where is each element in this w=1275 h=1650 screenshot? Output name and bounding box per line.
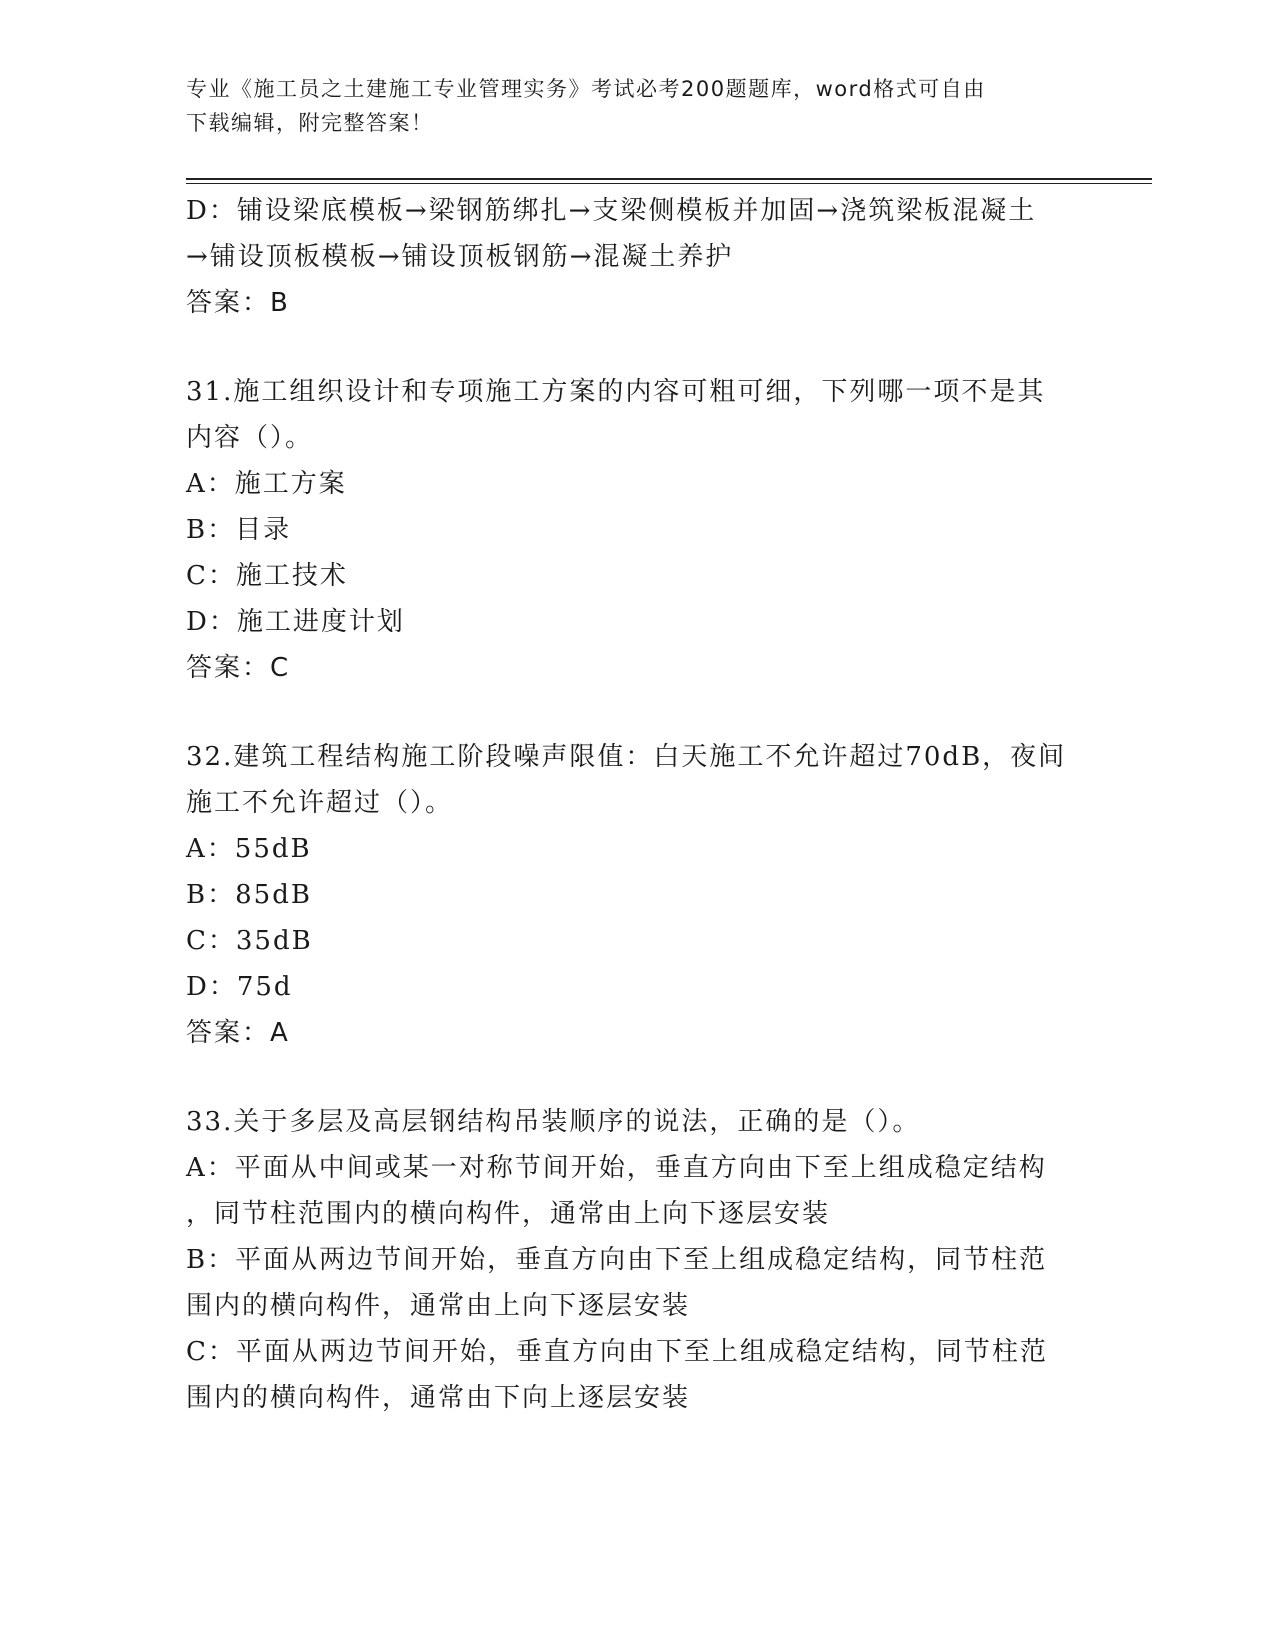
q32-option-a: A：55dB bbox=[186, 834, 312, 864]
q33-option-a-line-2: ，同节柱范围内的横向构件，通常由上向下逐层安装 bbox=[186, 1199, 831, 1229]
q31-answer: 答案：C bbox=[186, 653, 291, 683]
q31-stem-line-2: 内容（）。 bbox=[186, 423, 314, 453]
header-rule-thick bbox=[186, 178, 1152, 180]
q31-option-d: D：施工进度计划 bbox=[186, 607, 405, 637]
q32-answer: 答案：A bbox=[186, 1018, 290, 1048]
header-line-2: 下载编辑，附完整答案！ bbox=[186, 111, 434, 135]
q32-option-d: D：75d bbox=[186, 972, 293, 1002]
q30-option-d-line-1: D：铺设梁底模板→梁钢筋绑扎→支梁侧模板并加固→浇筑梁板混凝土 bbox=[186, 196, 1037, 226]
q33-option-b-line-2: 围内的横向构件，通常由上向下逐层安装 bbox=[186, 1291, 691, 1321]
document-body bbox=[186, 188, 1086, 1421]
q32-option-b: B：85dB bbox=[186, 880, 312, 910]
q31-option-b: B：目录 bbox=[186, 515, 292, 545]
q33-option-c-line-2: 围内的横向构件，通常由下向上逐层安装 bbox=[186, 1383, 691, 1413]
q33-option-a-line-1: A：平面从中间或某一对称节间开始，垂直方向由下至上组成稳定结构 bbox=[186, 1153, 1047, 1183]
document-header bbox=[186, 72, 1086, 140]
header-rule-thin bbox=[186, 183, 1152, 184]
q31-option-a: A：施工方案 bbox=[186, 469, 347, 499]
q32-stem-line-1: 32.建筑工程结构施工阶段噪声限值：白天施工不允许超过70dB，夜间 bbox=[186, 742, 1067, 772]
header-line-1: 专业《施工员之土建施工专业管理实务》考试必考200题题库，word格式可自由 bbox=[186, 77, 986, 101]
question-32 bbox=[186, 734, 1086, 1056]
q33-option-c-line-1: C：平面从两边节间开始，垂直方向由下至上组成稳定结构，同节柱范 bbox=[186, 1337, 1048, 1367]
spacer bbox=[186, 691, 1086, 734]
q31-stem-line-1: 31.施工组织设计和专项施工方案的内容可粗可细，下列哪一项不是其 bbox=[186, 377, 1046, 407]
q32-stem-line-2: 施工不允许超过（）。 bbox=[186, 788, 454, 818]
q31-option-c: C：施工技术 bbox=[186, 561, 348, 591]
question-33 bbox=[186, 1099, 1086, 1421]
q33-option-b-line-1: B：平面从两边节间开始，垂直方向由下至上组成稳定结构，同节柱范 bbox=[186, 1245, 1048, 1275]
spacer bbox=[186, 1056, 1086, 1099]
q33-stem-line-1: 33.关于多层及高层钢结构吊装顺序的说法，正确的是（）。 bbox=[186, 1107, 921, 1137]
q32-option-c: C：35dB bbox=[186, 926, 313, 956]
q30-option-d-line-2: →铺设顶板模板→铺设顶板钢筋→混凝土养护 bbox=[186, 242, 734, 272]
question-31 bbox=[186, 369, 1086, 691]
q30-answer: 答案：B bbox=[186, 288, 290, 318]
spacer bbox=[186, 326, 1086, 369]
question-30-tail bbox=[186, 188, 1086, 326]
